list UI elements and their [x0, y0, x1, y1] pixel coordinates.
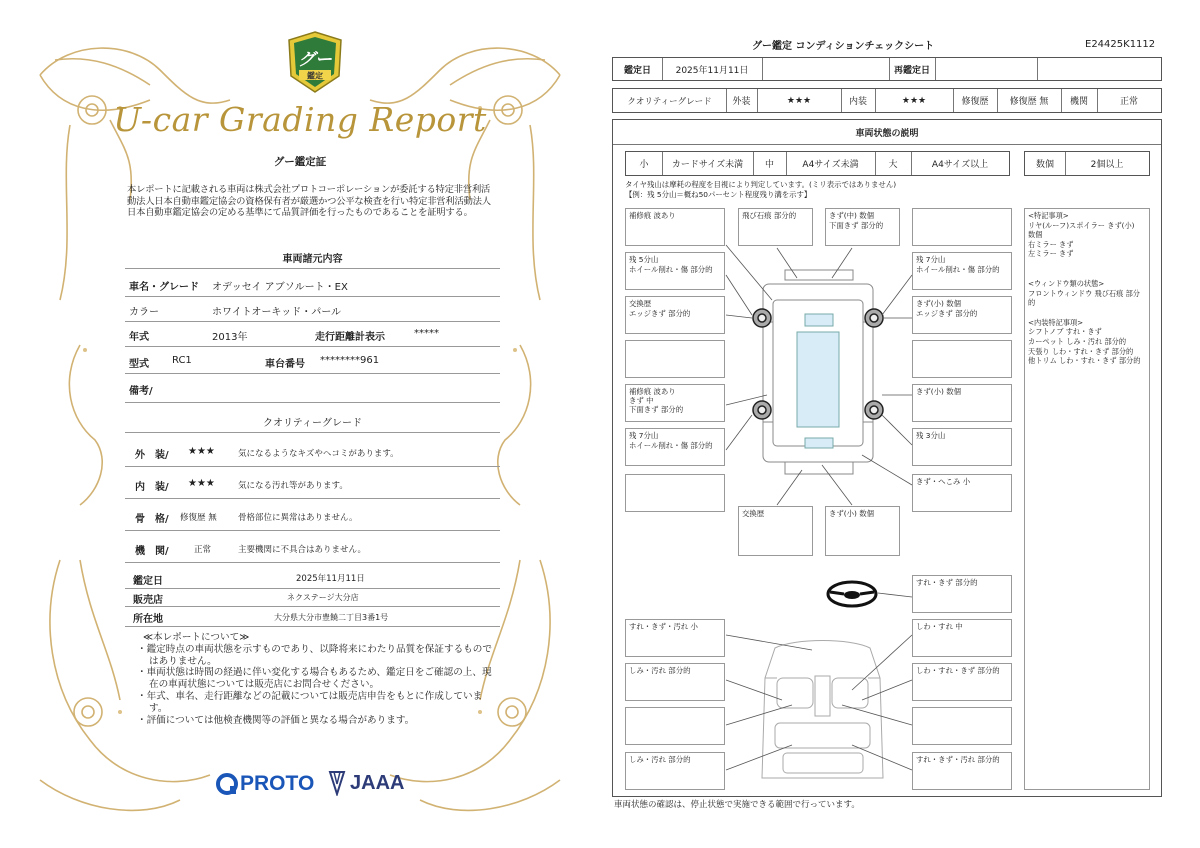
- color-label: カラー: [129, 307, 159, 318]
- divider: [125, 530, 500, 531]
- date-row: [612, 57, 1162, 81]
- size-medium-label: 中: [764, 160, 774, 170]
- size-small-value: カードサイズ未満: [671, 160, 744, 170]
- repair-history-value: 修復歴 無: [1009, 97, 1049, 107]
- ext-box-right-5: きず(小) 数個: [912, 384, 1012, 422]
- report-notes: [137, 632, 497, 726]
- quality-grade-label: クオリティーグレード: [627, 96, 712, 107]
- ext-box-left-1: 補修痕 波あり: [625, 208, 725, 246]
- grade-frame-desc: 骨格部位に異常はありません。: [238, 513, 358, 523]
- note-item: ・評価については他検査機関等の評価と異なる場合があります。: [137, 714, 415, 726]
- appraisal-date-label: 鑑定日: [133, 576, 163, 587]
- engine-label: 機関: [1069, 97, 1088, 107]
- ext-box-right-3: きず(小) 数個 エッジきず 部分的: [912, 296, 1012, 334]
- divider: [125, 562, 500, 563]
- grade-interior-label: 内 装/: [135, 482, 169, 493]
- ext-box-left-4: [625, 340, 725, 378]
- tire-example-note: 【例：残 5分山＝概ね50パーセント程度残り溝を示す】: [625, 190, 812, 199]
- certificate-title: グー鑑定証: [273, 156, 327, 168]
- grade-interior-rating: ★★★: [188, 478, 215, 489]
- grade-engine-label: 機 関/: [135, 546, 169, 557]
- count-value: 2個以上: [1090, 160, 1124, 170]
- doc-id: E24425K1112: [1085, 39, 1156, 50]
- int-box-left-2: しみ・汚れ 部分的: [625, 663, 725, 701]
- shop-label: 販売店: [133, 595, 163, 606]
- ext-box-top-2: きず(中) 数個 下面きず 部分的: [825, 208, 900, 246]
- year-value: 2013年: [212, 332, 248, 343]
- note-item: ・車両状態は時間の経過に伴い変化する場合もあるため、鑑定日をご確認の上、現在の車両状態については販売店にお問合せください。: [137, 667, 492, 691]
- year-label: 年式: [129, 332, 149, 343]
- grade-exterior-label: 外 装/: [135, 450, 169, 461]
- ext-box-left-7: [625, 474, 725, 512]
- divider: [125, 321, 500, 322]
- appraisal-date-value: 2025年11月11日: [675, 65, 749, 76]
- special-notes-box: <特記事項> リヤ(ルーフ)スポイラー きず(小) 数個 右ミラー きず 左ミラー きず <ウィンドウ類の状態> フロントウィンドウ 飛び石痕 部分的 <内装特記事項> シフトノブ すれ・きず カーペット しみ・汚れ 部分的 天張り しわ・すれ・きず 部分的 他トリム しわ・すれ・きず 部分的: [1024, 208, 1150, 790]
- exterior-rating: ★★★: [786, 95, 812, 106]
- ext-box-bottom-1: 交換歴: [738, 506, 813, 556]
- sheet-title: グー鑑定 コンディションチェックシート: [752, 41, 935, 52]
- divider: [125, 268, 500, 269]
- car-name-label: 車名・グレード: [129, 282, 199, 293]
- model-label: 型式: [129, 359, 149, 370]
- note-item: ・年式、車名、走行距離などの記載については販売店申告をもとに作成しています。: [137, 690, 483, 714]
- sheet-footer-note: 車両状態の確認は、停止状態で実施できる範囲で行っています。: [614, 800, 860, 810]
- int-box-left-4: しみ・汚れ 部分的: [625, 752, 725, 790]
- color-value: ホワイトオーキッド・パール: [212, 307, 341, 318]
- divider: [125, 498, 500, 499]
- shop-value: ネクステージ大分店: [287, 593, 359, 602]
- ext-box-top-1: 飛び石痕 部分的: [738, 208, 813, 246]
- condition-title: 車両状態の説明: [855, 128, 919, 139]
- divider: [125, 402, 500, 403]
- int-box-steering: すれ・きず 部分的: [912, 575, 1012, 613]
- goo-kantei-logo: [285, 30, 345, 96]
- jaaa-mark-icon: [328, 770, 346, 796]
- grade-engine-rating: 正常: [194, 545, 212, 555]
- ext-box-right-2: 残 7分山 ホイール削れ・傷 部分的: [912, 252, 1012, 290]
- int-box-right-3: [912, 707, 1012, 745]
- size-medium-value: A4サイズ未満: [802, 160, 859, 170]
- size-large-label: 大: [888, 160, 898, 170]
- grade-exterior-rating: ★★★: [188, 446, 215, 457]
- appraisal-date-label: 鑑定日: [623, 65, 651, 76]
- repair-history-label: 修復歴: [961, 97, 989, 107]
- grade-section-title: クオリティーグレード: [263, 418, 362, 429]
- divider: [125, 346, 500, 347]
- int-box-right-2: しわ・すれ・きず 部分的: [912, 663, 1012, 701]
- script-title: U-car Grading Report: [113, 100, 487, 139]
- interior-rating: ★★★: [901, 95, 927, 106]
- notes-title: ≪本レポートについて≫: [143, 632, 250, 643]
- note-item: ・鑑定時点の車両状態を示すものであり、以降将来にわたり品質を保証するものではありません。: [137, 643, 492, 667]
- divider: [125, 606, 500, 607]
- divider: [125, 626, 500, 627]
- size-small-label: 小: [639, 160, 649, 170]
- ext-box-left-5: 補修痕 波あり きず 中 下面きず 部分的: [625, 384, 725, 422]
- tire-note: タイヤ残山は摩耗の程度を目視により判定しています。(ミリ表示ではありません): [625, 180, 897, 189]
- grade-frame-label: 骨 格/: [135, 514, 169, 525]
- exterior-label: 外装: [732, 97, 751, 107]
- mileage-value: *****: [414, 328, 439, 339]
- ext-box-right-6: 残 3分山: [912, 428, 1012, 466]
- int-box-right-4: すれ・きず・汚れ 部分的: [912, 752, 1012, 790]
- int-box-right-1: しわ・すれ 中: [912, 619, 1012, 657]
- ext-box-left-6: 残 7分山 ホイール削れ・傷 部分的: [625, 428, 725, 466]
- proto-logo: [216, 772, 314, 796]
- jaaa-logo: [328, 770, 404, 796]
- grade-exterior-desc: 気になるようなキズやヘコミがあります。: [238, 449, 399, 459]
- address-value: 大分県大分市豊饒二丁目3番1号: [274, 613, 389, 622]
- grade-engine-desc: 主要機関に不具合はありません。: [238, 545, 367, 555]
- count-label: 数個: [1035, 160, 1054, 170]
- interior-label: 内装: [848, 97, 867, 107]
- divider: [125, 466, 500, 467]
- size-legend: [625, 151, 1010, 176]
- remarks-label: 備考/: [129, 386, 153, 397]
- certificate-text: 本レポートに記載される車両は株式会社プロトコーポレーションが委託する特定非営利活動法人日本自動車鑑定協会の資格保有者が厳選かつ公平な検査を行い特定非営利活動法人日本自動車鑑定協会の定める基準にて品質評価を行ったものであることを証明する。: [127, 184, 491, 218]
- int-box-left-3: [625, 707, 725, 745]
- count-legend: [1024, 151, 1150, 176]
- divider: [125, 432, 500, 433]
- divider: [125, 373, 500, 374]
- ext-box-left-3: 交換歴 エッジきず 部分的: [625, 296, 725, 334]
- logo-goo-text: グー: [298, 50, 332, 70]
- proto-mark-icon: [216, 773, 238, 795]
- jaaa-text: JAAA: [350, 771, 405, 794]
- proto-text: PROTO: [240, 772, 315, 795]
- ext-box-left-2: 残 5分山 ホイール削れ・傷 部分的: [625, 252, 725, 290]
- chassis-label: 車台番号: [265, 359, 305, 370]
- grade-frame-rating: 修復歴 無: [180, 513, 217, 523]
- mileage-label: 走行距離計表示: [315, 332, 385, 343]
- ext-box-right-1: [912, 208, 1012, 246]
- grade-row: [612, 88, 1162, 113]
- ext-box-right-7: きず・へこみ 小: [912, 474, 1012, 512]
- spec-section-title: 車両諸元内容: [282, 254, 343, 265]
- divider: [125, 588, 500, 589]
- ext-box-bottom-2: きず(小) 数個: [825, 506, 900, 556]
- divider: [125, 296, 500, 297]
- grade-interior-desc: 気になる汚れ等があります。: [238, 481, 348, 491]
- logo-kantei-text: 鑑定: [307, 71, 323, 81]
- int-box-left-1: すれ・きず・汚れ 小: [625, 619, 725, 657]
- engine-value: 正常: [1119, 97, 1138, 107]
- chassis-value: ********961: [320, 355, 380, 366]
- reappraisal-date-label: 再鑑定日: [893, 65, 930, 76]
- model-value: RC1: [172, 355, 192, 366]
- car-name-value: オデッセイ アブソルート・EX: [212, 282, 348, 293]
- appraisal-date-value: 2025年11月11日: [296, 574, 365, 584]
- reappraisal-date-value: [935, 58, 1037, 80]
- address-label: 所在地: [133, 614, 163, 625]
- ext-box-right-4: [912, 340, 1012, 378]
- size-large-value: A4サイズ以上: [931, 160, 989, 170]
